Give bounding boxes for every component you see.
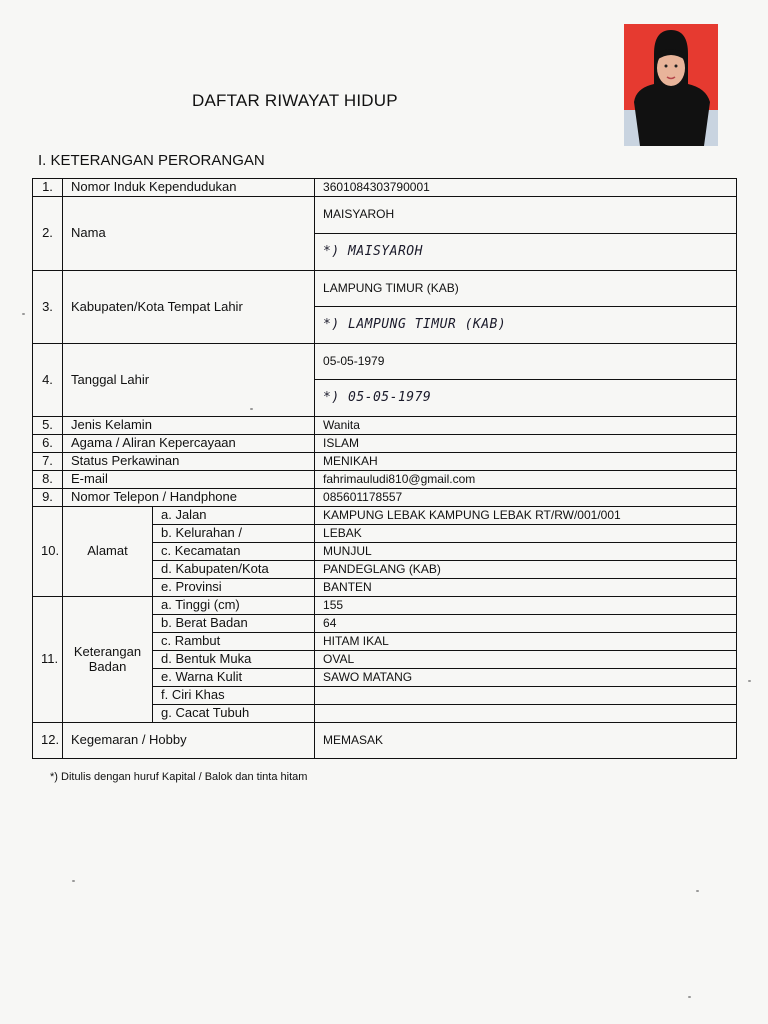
- field-value: 64: [315, 615, 737, 633]
- field-value: [315, 687, 737, 705]
- sub-field-label: a. Tinggi (cm): [153, 597, 315, 615]
- scan-speck: [72, 880, 75, 882]
- sub-field-label: c. Rambut: [153, 633, 315, 651]
- field-value: HITAM IKAL: [315, 633, 737, 651]
- row-number: 1.: [33, 179, 63, 197]
- field-value: 3601084303790001: [315, 179, 737, 197]
- handwritten-value: *) LAMPUNG TIMUR (KAB): [315, 307, 737, 344]
- field-label: Kegemaran / Hobby: [63, 723, 315, 759]
- sub-field-label: a. Jalan: [153, 507, 315, 525]
- row-number: 8.: [33, 471, 63, 489]
- field-label-line: Badan: [88, 658, 127, 674]
- field-value: MAISYAROH: [315, 197, 737, 234]
- row-number: 4.: [33, 344, 63, 417]
- field-value: fahrimauludi810@gmail.com: [315, 471, 737, 489]
- field-value: 155: [315, 597, 737, 615]
- field-value: MUNJUL: [315, 543, 737, 561]
- sub-field-label: d. Bentuk Muka: [153, 651, 315, 669]
- field-value: ISLAM: [315, 435, 737, 453]
- sub-field-label: c. Kecamatan: [153, 543, 315, 561]
- field-label: Alamat: [63, 507, 153, 597]
- field-label: Nomor Telepon / Handphone: [63, 489, 315, 507]
- table-row: [33, 271, 737, 307]
- scan-speck: [696, 890, 699, 892]
- table-row: [33, 179, 737, 197]
- sub-field-label: b. Berat Badan: [153, 615, 315, 633]
- handwritten-value: *) MAISYAROH: [315, 234, 737, 271]
- scan-speck: [688, 996, 691, 998]
- sub-field-label: f. Ciri Khas: [153, 687, 315, 705]
- scan-speck: [250, 408, 253, 410]
- field-label: Kabupaten/Kota Tempat Lahir: [63, 271, 315, 344]
- field-label: Nomor Induk Kependudukan: [63, 179, 315, 197]
- field-label: Jenis Kelamin: [63, 417, 315, 435]
- row-number: 11.: [33, 597, 63, 723]
- field-value: Wanita: [315, 417, 737, 435]
- field-value: KAMPUNG LEBAK KAMPUNG LEBAK RT/RW/001/001: [315, 507, 737, 525]
- table-row: [33, 344, 737, 380]
- field-value: [315, 705, 737, 723]
- section-title: I. KETERANGAN PERORANGAN: [38, 152, 265, 169]
- field-label: E-mail: [63, 471, 315, 489]
- field-label: Tanggal Lahir: [63, 344, 315, 417]
- scan-speck: [22, 313, 25, 315]
- field-value: MENIKAH: [315, 453, 737, 471]
- field-value: 085601178557: [315, 489, 737, 507]
- table-row: [33, 507, 737, 525]
- field-value: SAWO MATANG: [315, 669, 737, 687]
- field-label: Status Perkawinan: [63, 453, 315, 471]
- table-row: [33, 489, 737, 507]
- handwritten-value: *) 05-05-1979: [315, 380, 737, 417]
- sub-field-label: e. Provinsi: [153, 579, 315, 597]
- table-row: [33, 417, 737, 435]
- row-number: 10.: [33, 507, 63, 597]
- sub-field-label: g. Cacat Tubuh: [153, 705, 315, 723]
- field-value: PANDEGLANG (KAB): [315, 561, 737, 579]
- scan-speck: [748, 680, 751, 682]
- table-row: [33, 723, 737, 759]
- field-value: OVAL: [315, 651, 737, 669]
- profile-photo: [624, 24, 718, 146]
- row-number: 2.: [33, 197, 63, 271]
- sub-field-label: e. Warna Kulit: [153, 669, 315, 687]
- field-value: 05-05-1979: [315, 344, 737, 380]
- table-row: [33, 197, 737, 234]
- row-number: 7.: [33, 453, 63, 471]
- row-number: 5.: [33, 417, 63, 435]
- row-number: 3.: [33, 271, 63, 344]
- field-label: Nama: [63, 197, 315, 271]
- row-number: 6.: [33, 435, 63, 453]
- personal-info-table: [32, 178, 737, 759]
- document-title: DAFTAR RIWAYAT HIDUP: [192, 91, 398, 110]
- table-row: [33, 471, 737, 489]
- field-label: Agama / Aliran Kepercayaan: [63, 435, 315, 453]
- field-value: LAMPUNG TIMUR (KAB): [315, 271, 737, 307]
- field-value: MEMASAK: [315, 723, 737, 759]
- field-value: LEBAK: [315, 525, 737, 543]
- row-number: 12.: [33, 723, 63, 759]
- sub-field-label: d. Kabupaten/Kota: [153, 561, 315, 579]
- footnote: *) Ditulis dengan huruf Kapital / Balok dan tinta hitam: [50, 771, 308, 783]
- field-label: [63, 597, 153, 723]
- sub-field-label: b. Kelurahan /: [153, 525, 315, 543]
- table-row: [33, 453, 737, 471]
- field-value: BANTEN: [315, 579, 737, 597]
- field-label-line: Keterangan: [73, 644, 142, 660]
- row-number: 9.: [33, 489, 63, 507]
- table-row: [33, 435, 737, 453]
- table-row: [33, 597, 737, 615]
